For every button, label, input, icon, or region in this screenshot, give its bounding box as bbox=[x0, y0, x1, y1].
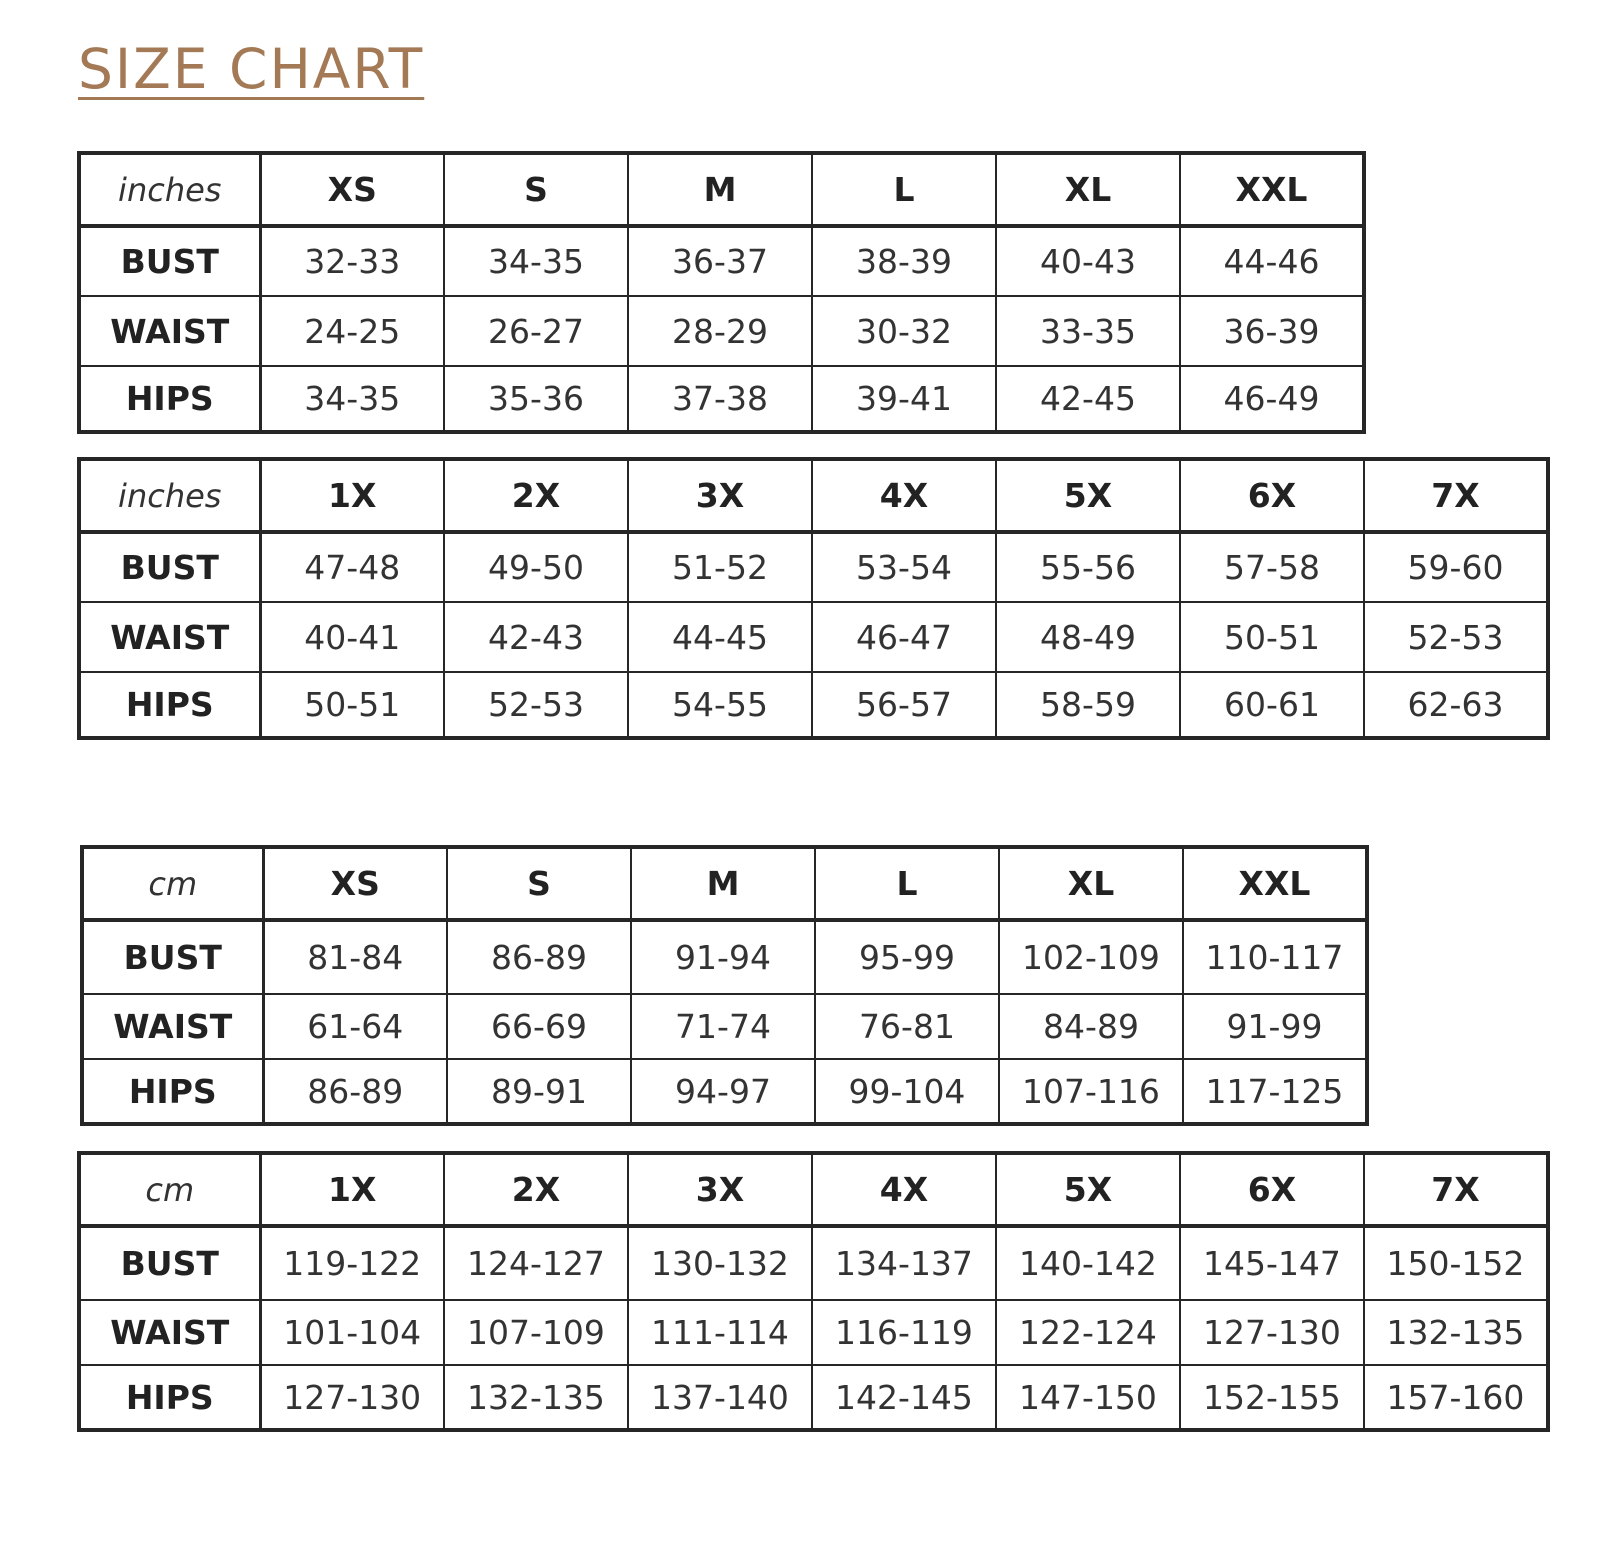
measurement-cell: 102-109 bbox=[999, 920, 1183, 994]
size-header: M bbox=[628, 153, 812, 226]
measurement-cell: 132-135 bbox=[444, 1365, 628, 1430]
measurement-cell: 116-119 bbox=[812, 1300, 996, 1365]
size-header: L bbox=[812, 153, 996, 226]
measurement-cell: 40-43 bbox=[996, 226, 1180, 296]
measurement-cell: 86-89 bbox=[263, 1059, 447, 1124]
measurement-cell: 152-155 bbox=[1180, 1365, 1364, 1430]
measurement-cell: 52-53 bbox=[444, 672, 628, 738]
measurement-cell: 48-49 bbox=[996, 602, 1180, 672]
measurement-cell: 107-109 bbox=[444, 1300, 628, 1365]
measurement-cell: 30-32 bbox=[812, 296, 996, 366]
row-label: BUST bbox=[79, 532, 260, 602]
row-label: WAIST bbox=[79, 1300, 260, 1365]
measurement-cell: 44-45 bbox=[628, 602, 812, 672]
measurement-cell: 157-160 bbox=[1364, 1365, 1548, 1430]
measurement-cell: 61-64 bbox=[263, 994, 447, 1059]
measurement-cell: 122-124 bbox=[996, 1300, 1180, 1365]
size-header: 1X bbox=[260, 459, 444, 532]
row-label: HIPS bbox=[79, 366, 260, 432]
table-row-waist bbox=[79, 296, 1364, 366]
measurement-cell: 62-63 bbox=[1364, 672, 1548, 738]
size-header: 3X bbox=[628, 459, 812, 532]
measurement-cell: 47-48 bbox=[260, 532, 444, 602]
header-row bbox=[79, 1153, 1548, 1226]
measurement-cell: 50-51 bbox=[260, 672, 444, 738]
measurement-cell: 107-116 bbox=[999, 1059, 1183, 1124]
measurement-cell: 110-117 bbox=[1183, 920, 1367, 994]
row-label: WAIST bbox=[82, 994, 263, 1059]
table-row-hips bbox=[82, 1059, 1367, 1124]
size-header: 4X bbox=[812, 459, 996, 532]
row-label: WAIST bbox=[79, 602, 260, 672]
measurement-cell: 56-57 bbox=[812, 672, 996, 738]
size-header: 1X bbox=[260, 1153, 444, 1226]
measurement-cell: 33-35 bbox=[996, 296, 1180, 366]
measurement-cell: 66-69 bbox=[447, 994, 631, 1059]
measurement-cell: 124-127 bbox=[444, 1226, 628, 1300]
measurement-cell: 150-152 bbox=[1364, 1226, 1548, 1300]
size-header: 5X bbox=[996, 1153, 1180, 1226]
measurement-cell: 50-51 bbox=[1180, 602, 1364, 672]
measurement-cell: 42-43 bbox=[444, 602, 628, 672]
measurement-cell: 36-37 bbox=[628, 226, 812, 296]
size-table-inches-plus bbox=[77, 457, 1550, 740]
measurement-cell: 54-55 bbox=[628, 672, 812, 738]
measurement-cell: 71-74 bbox=[631, 994, 815, 1059]
size-header: 7X bbox=[1364, 1153, 1548, 1226]
header-row bbox=[79, 153, 1364, 226]
size-header: XS bbox=[263, 847, 447, 920]
size-header: 2X bbox=[444, 1153, 628, 1226]
size-header: 2X bbox=[444, 459, 628, 532]
size-header: XS bbox=[260, 153, 444, 226]
measurement-cell: 37-38 bbox=[628, 366, 812, 432]
measurement-cell: 60-61 bbox=[1180, 672, 1364, 738]
measurement-cell: 84-89 bbox=[999, 994, 1183, 1059]
row-label: HIPS bbox=[79, 1365, 260, 1430]
size-table-cm-regular bbox=[80, 845, 1369, 1126]
measurement-cell: 147-150 bbox=[996, 1365, 1180, 1430]
row-label: BUST bbox=[79, 1226, 260, 1300]
measurement-cell: 42-45 bbox=[996, 366, 1180, 432]
measurement-cell: 46-47 bbox=[812, 602, 996, 672]
size-header: 6X bbox=[1180, 459, 1364, 532]
measurement-cell: 137-140 bbox=[628, 1365, 812, 1430]
measurement-cell: 28-29 bbox=[628, 296, 812, 366]
size-header: M bbox=[631, 847, 815, 920]
table-row-bust bbox=[79, 532, 1548, 602]
table-row-hips bbox=[79, 366, 1364, 432]
measurement-cell: 134-137 bbox=[812, 1226, 996, 1300]
size-header: 5X bbox=[996, 459, 1180, 532]
measurement-cell: 99-104 bbox=[815, 1059, 999, 1124]
row-label: HIPS bbox=[79, 672, 260, 738]
measurement-cell: 39-41 bbox=[812, 366, 996, 432]
measurement-cell: 91-99 bbox=[1183, 994, 1367, 1059]
measurement-cell: 94-97 bbox=[631, 1059, 815, 1124]
unit-label: cm bbox=[79, 1153, 260, 1226]
row-label: HIPS bbox=[82, 1059, 263, 1124]
measurement-cell: 55-56 bbox=[996, 532, 1180, 602]
measurement-cell: 58-59 bbox=[996, 672, 1180, 738]
table-row-waist bbox=[79, 602, 1548, 672]
page-title: SIZE CHART bbox=[78, 37, 425, 101]
measurement-cell: 81-84 bbox=[263, 920, 447, 994]
measurement-cell: 38-39 bbox=[812, 226, 996, 296]
measurement-cell: 91-94 bbox=[631, 920, 815, 994]
measurement-cell: 34-35 bbox=[260, 366, 444, 432]
size-header: L bbox=[815, 847, 999, 920]
size-header: S bbox=[444, 153, 628, 226]
measurement-cell: 145-147 bbox=[1180, 1226, 1364, 1300]
table-row-hips bbox=[79, 1365, 1548, 1430]
measurement-cell: 52-53 bbox=[1364, 602, 1548, 672]
row-label: WAIST bbox=[79, 296, 260, 366]
header-row bbox=[79, 459, 1548, 532]
measurement-cell: 111-114 bbox=[628, 1300, 812, 1365]
measurement-cell: 44-46 bbox=[1180, 226, 1364, 296]
measurement-cell: 36-39 bbox=[1180, 296, 1364, 366]
measurement-cell: 57-58 bbox=[1180, 532, 1364, 602]
measurement-cell: 53-54 bbox=[812, 532, 996, 602]
measurement-cell: 49-50 bbox=[444, 532, 628, 602]
measurement-cell: 86-89 bbox=[447, 920, 631, 994]
size-header: XL bbox=[999, 847, 1183, 920]
row-label: BUST bbox=[79, 226, 260, 296]
measurement-cell: 101-104 bbox=[260, 1300, 444, 1365]
measurement-cell: 24-25 bbox=[260, 296, 444, 366]
unit-label: cm bbox=[82, 847, 263, 920]
measurement-cell: 32-33 bbox=[260, 226, 444, 296]
unit-label: inches bbox=[79, 459, 260, 532]
measurement-cell: 95-99 bbox=[815, 920, 999, 994]
size-table-inches-regular bbox=[77, 151, 1366, 434]
unit-label: inches bbox=[79, 153, 260, 226]
table-row-bust bbox=[79, 226, 1364, 296]
measurement-cell: 59-60 bbox=[1364, 532, 1548, 602]
size-header: 4X bbox=[812, 1153, 996, 1226]
size-header: 6X bbox=[1180, 1153, 1364, 1226]
row-label: BUST bbox=[82, 920, 263, 994]
measurement-cell: 127-130 bbox=[260, 1365, 444, 1430]
measurement-cell: 26-27 bbox=[444, 296, 628, 366]
measurement-cell: 76-81 bbox=[815, 994, 999, 1059]
size-header: XXL bbox=[1180, 153, 1364, 226]
measurement-cell: 34-35 bbox=[444, 226, 628, 296]
measurement-cell: 89-91 bbox=[447, 1059, 631, 1124]
header-row bbox=[82, 847, 1367, 920]
measurement-cell: 130-132 bbox=[628, 1226, 812, 1300]
measurement-cell: 132-135 bbox=[1364, 1300, 1548, 1365]
size-header: 7X bbox=[1364, 459, 1548, 532]
table-row-bust bbox=[79, 1226, 1548, 1300]
size-header: XL bbox=[996, 153, 1180, 226]
measurement-cell: 51-52 bbox=[628, 532, 812, 602]
measurement-cell: 127-130 bbox=[1180, 1300, 1364, 1365]
measurement-cell: 140-142 bbox=[996, 1226, 1180, 1300]
size-table-cm-plus bbox=[77, 1151, 1550, 1432]
measurement-cell: 46-49 bbox=[1180, 366, 1364, 432]
measurement-cell: 40-41 bbox=[260, 602, 444, 672]
measurement-cell: 142-145 bbox=[812, 1365, 996, 1430]
measurement-cell: 35-36 bbox=[444, 366, 628, 432]
table-row-waist bbox=[79, 1300, 1548, 1365]
table-row-waist bbox=[82, 994, 1367, 1059]
table-row-hips bbox=[79, 672, 1548, 738]
size-header: XXL bbox=[1183, 847, 1367, 920]
size-header: 3X bbox=[628, 1153, 812, 1226]
table-row-bust bbox=[82, 920, 1367, 994]
measurement-cell: 119-122 bbox=[260, 1226, 444, 1300]
size-header: S bbox=[447, 847, 631, 920]
measurement-cell: 117-125 bbox=[1183, 1059, 1367, 1124]
